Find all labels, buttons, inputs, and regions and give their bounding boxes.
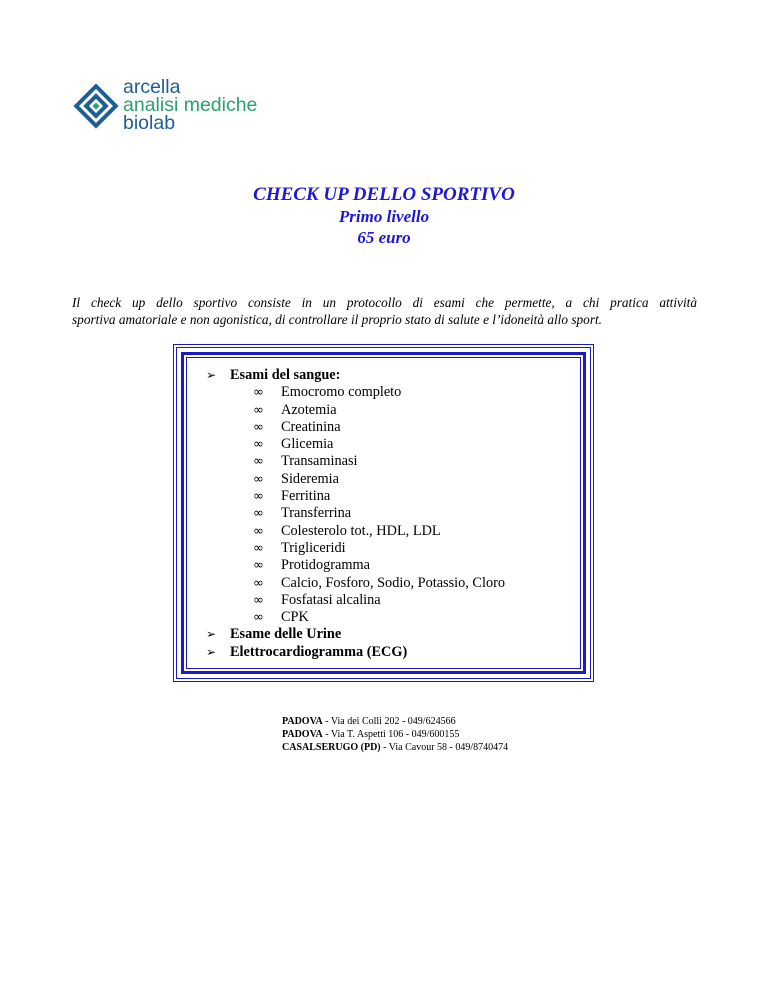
exam-group-label: Esami del sangue: [230,367,341,383]
list-item [206,609,505,626]
exam-item-label: Colesterolo tot., HDL, LDL [281,522,441,539]
address-city: PADOVA [282,716,323,727]
infinity-bullet-icon: ∞ [253,471,264,487]
exam-item-label: Emocromo completo [281,384,402,401]
infinity-bullet-icon: ∞ [253,592,264,608]
infinity-bullet-icon: ∞ [253,419,264,435]
title-block [0,184,768,248]
address-list [282,715,508,754]
infinity-bullet-icon: ∞ [253,610,264,626]
address-detail: - Via Cavour 58 - 049/8740474 [380,742,509,753]
address-line [282,728,508,741]
exam-item-label: Protidogramma [281,557,370,574]
list-item [206,488,505,505]
exam-group-label: Elettrocardiogramma (ECG) [230,643,408,660]
infinity-bullet-icon: ∞ [253,402,264,418]
exam-sub-list [206,384,505,626]
intro-line-1: Il check up dello sportivo consiste in un protocollo di esami che permette, a chi pratica attività [72,295,697,310]
exam-item-label: Transferrina [281,505,352,522]
address-detail: - Via dei Colli 202 - 049/624566 [322,716,456,727]
exam-item-label: Trigliceridi [281,539,346,556]
address-city: CASALSERUGO (PD) [282,742,381,753]
infinity-bullet-icon: ∞ [253,558,264,574]
page-title: CHECK UP DELLO SPORTIVO [253,184,515,205]
infinity-bullet-icon: ∞ [253,489,264,505]
infinity-bullet-icon: ∞ [253,385,264,401]
list-item [206,505,505,522]
exam-item-label: Glicemia [281,436,334,453]
logo-wordmark [123,78,257,132]
exam-group [206,626,505,643]
infinity-bullet-icon: ∞ [253,437,264,453]
infinity-bullet-icon: ∞ [253,506,264,522]
exam-item-label: Sideremia [281,470,339,487]
list-item [206,557,505,574]
exam-item-label: Calcio, Fosforo, Sodio, Potassio, Cloro [281,574,505,591]
logo-emblem-icon [72,82,120,130]
arrow-bullet-icon: ➢ [206,644,217,659]
list-item [206,471,505,488]
exam-group-label: Esame delle Urine [230,626,342,643]
exam-item-label: Fosfatasi alcalina [281,591,381,608]
address-line [282,715,508,728]
price-label: 65 euro [357,228,411,247]
page-subtitle: Primo livello [338,207,430,226]
exam-item-label: Ferritina [281,488,331,505]
list-item [206,453,505,470]
intro-line-2: sportiva amatoriale e non agonistica, di controllare il proprio stato di salute e l’idoneità allo sport. [72,312,603,327]
logo-line-3: biolab [123,112,176,134]
intro-paragraph [72,294,697,328]
list-item [206,402,505,419]
address-line [282,741,508,754]
list-item [206,523,505,540]
list-item [206,436,505,453]
infinity-bullet-icon: ∞ [253,523,264,539]
infinity-bullet-icon: ∞ [253,540,264,556]
company-logo [72,76,302,140]
list-item [206,419,505,436]
address-city: PADOVA [282,729,323,740]
exam-group [206,644,505,661]
list-item [206,540,505,557]
exam-item-label: CPK [281,609,309,626]
exam-group [206,367,505,384]
exam-item-label: Transaminasi [281,453,358,470]
logo-line-2: analisi mediche [123,94,258,116]
logo-line-1: arcella [123,76,181,98]
list-item [206,575,505,592]
list-item [206,592,505,609]
arrow-bullet-icon: ➢ [206,368,217,382]
exam-item-label: Azotemia [281,401,337,418]
list-item [206,384,505,401]
infinity-bullet-icon: ∞ [253,575,264,591]
arrow-bullet-icon: ➢ [206,627,217,642]
exam-list [206,367,505,661]
exam-item-label: Creatinina [281,418,341,435]
address-detail: - Via T. Aspetti 106 - 049/600155 [322,729,460,740]
infinity-bullet-icon: ∞ [253,454,264,470]
